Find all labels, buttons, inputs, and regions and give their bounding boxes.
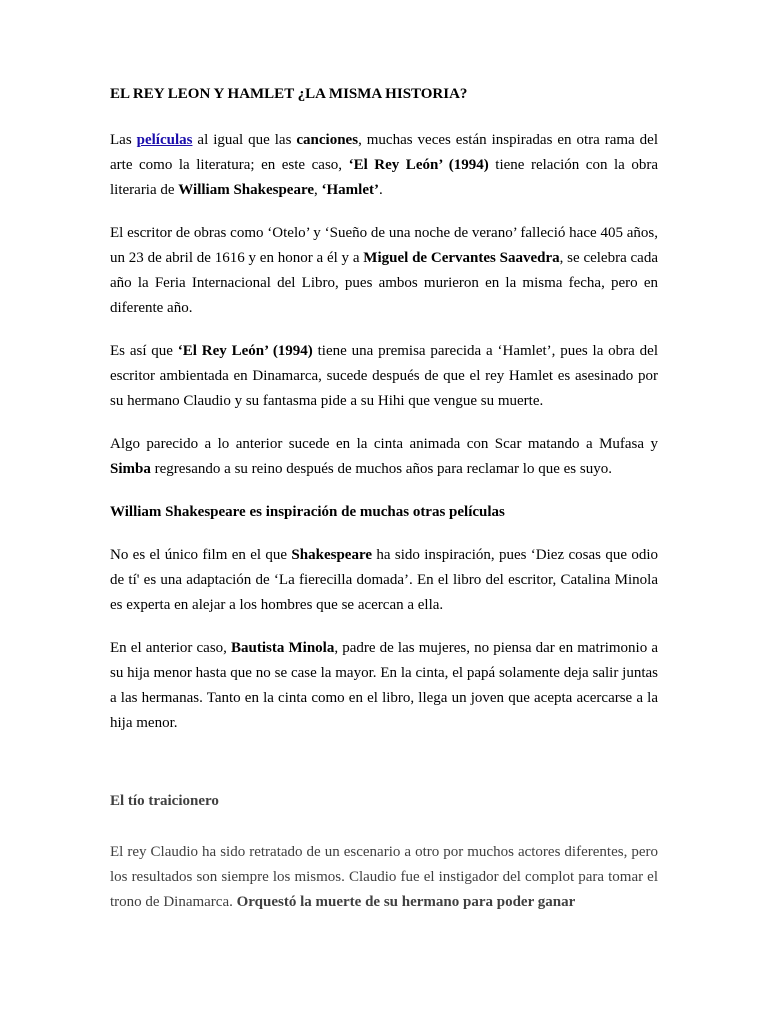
bold-text: Simba bbox=[110, 461, 151, 477]
text-span: al igual que las bbox=[192, 132, 297, 148]
bold-text: Miguel de Cervantes Saavedra bbox=[363, 250, 560, 266]
text-span: Algo parecido a lo anterior sucede en la cinta animada con Scar matando a Mufasa y bbox=[110, 436, 658, 452]
bold-text: William Shakespeare bbox=[178, 182, 315, 198]
document-title: EL REY LEON Y HAMLET ¿LA MISMA HISTORIA? bbox=[110, 86, 468, 102]
bold-text: canciones bbox=[296, 132, 359, 148]
paragraph-5 bbox=[110, 543, 658, 618]
paragraph-3 bbox=[110, 339, 658, 414]
bold-text: Bautista Minola bbox=[231, 640, 335, 656]
text-span: tiene relación con la obra literaria de bbox=[110, 157, 659, 198]
document-body bbox=[110, 80, 658, 933]
bold-text: ‘El Rey León’ (1994) bbox=[348, 157, 489, 173]
bold-text: ‘Hamlet’ bbox=[321, 182, 379, 198]
spacer bbox=[110, 754, 658, 789]
section-heading-tio: El tío traicionero bbox=[110, 793, 219, 809]
paragraph-4 bbox=[110, 432, 658, 482]
text-span: El rey Claudio ha sido retratado de un escenario a otro por muchos actores diferentes, pero los resultados son siempre los mismos. Claudio fue el instigador del complot para tomar el trono de Dinamarca. bbox=[110, 844, 658, 910]
text-span: ha sido inspiración, pues ‘Diez cosas que odio de tí' es una adaptación de ‘La fierecilla domada’. En el libro del escritor, Catalina Minola es experta en alejar a los hombres que se acercan a ella. bbox=[110, 547, 658, 613]
text-span: . bbox=[379, 182, 383, 198]
paragraph-7 bbox=[110, 840, 658, 915]
text-span: tiene una premisa parecida a ‘Hamlet’, pues la obra del escritor ambientada en Dinamarca, sucede después de que el rey Hamlet es asesinado por su hermano Claudio y su fantasma pide a su Hihi que vengue su muerte. bbox=[110, 343, 658, 409]
text-span: El escritor de obras como ‘Otelo’ y ‘Sueño de una noche de verano’ falleció hace 405 años, un 23 de abril de 1616 y en honor a él y a bbox=[110, 225, 658, 266]
bold-text: Shakespeare bbox=[291, 547, 372, 563]
text-span: Las bbox=[110, 132, 137, 148]
text-span: No es el único film en el que bbox=[110, 547, 292, 563]
paragraph-6 bbox=[110, 636, 658, 736]
text-span: , bbox=[314, 182, 322, 198]
paragraph-1 bbox=[110, 128, 658, 203]
peliculas-link[interactable]: películas bbox=[136, 132, 193, 148]
bold-text: ‘El Rey León’ (1994) bbox=[177, 343, 313, 359]
section-heading-inspiracion: William Shakespeare es inspiración de muchas otras películas bbox=[110, 504, 505, 520]
text-span: , se celebra cada año la Feria Internacional del Libro, pues ambos murieron en la misma fecha, pero en diferente año. bbox=[110, 250, 658, 316]
paragraph-2 bbox=[110, 221, 658, 321]
spacer bbox=[110, 832, 658, 840]
text-span: En el anterior caso, bbox=[110, 640, 232, 656]
text-span: , muchas veces están inspiradas en otra rama del arte como la literatura; en este caso, bbox=[110, 132, 658, 173]
bold-text: Orquestó la muerte de su hermano para poder ganar bbox=[236, 894, 576, 910]
text-span: regresando a su reino después de muchos años para reclamar lo que es suyo. bbox=[150, 461, 612, 477]
text-span: Es así que bbox=[110, 343, 178, 359]
text-span: , padre de las mujeres, no piensa dar en matrimonio a su hija menor hasta que no se case la mayor. En la cinta, el papá solamente deja salir juntas a las hermanas. Tanto en la cinta como en el libro, llega un joven que acepta acercarse a la hija menor. bbox=[110, 640, 658, 731]
